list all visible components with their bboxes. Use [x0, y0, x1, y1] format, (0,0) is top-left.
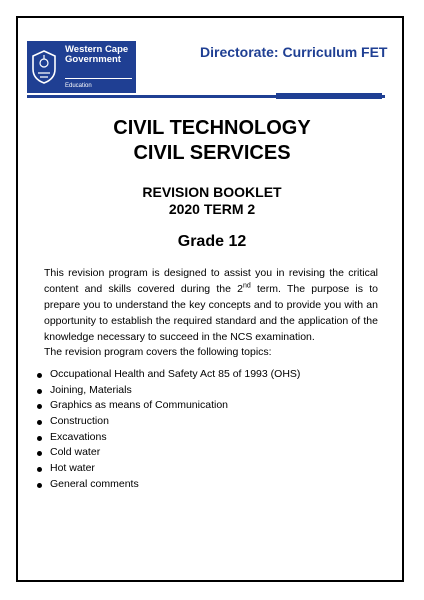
topic-label: Hot water: [50, 462, 95, 475]
list-item: [34, 383, 374, 399]
logo-sub-text: Education: [65, 83, 92, 89]
intro-text-after: term. The purpose is to prepare you to understand the key concepts and to provide you with an opportunity to establish the required standard and the application of the knowledge necessary to succeed in the NCS examination.: [44, 283, 378, 343]
topic-label: Construction: [50, 415, 109, 428]
list-item: [34, 445, 374, 461]
topic-label: Excavations: [50, 430, 107, 443]
subtitle-line-2: 2020 TERM 2: [168, 201, 256, 217]
list-item: [34, 398, 374, 414]
bullet-icon: [37, 404, 42, 409]
logo-line-2: Government: [65, 54, 121, 65]
list-item: [34, 414, 374, 430]
topics-list: [34, 367, 374, 493]
grade-heading: Grade 12: [177, 233, 247, 250]
list-item: [34, 477, 374, 493]
subtitle-line-1: REVISION BOOKLET: [142, 184, 282, 200]
topic-label: General comments: [50, 477, 139, 490]
intro-superscript: nd: [243, 282, 251, 290]
topic-label: Joining, Materials: [50, 383, 132, 396]
logo-line-1: Western Cape: [65, 44, 129, 55]
bullet-icon: [37, 389, 42, 394]
title-line-1: CIVIL TECHNOLOGY: [113, 117, 311, 139]
topic-label: Occupational Health and Safety Act 85 of 1993 (OHS): [50, 368, 301, 380]
logo-text: [61, 41, 136, 93]
intro-paragraph: [44, 265, 378, 345]
bullet-icon: [37, 483, 42, 488]
directorate-heading: Directorate: Curriculum FET: [200, 44, 388, 60]
list-item: [34, 367, 374, 383]
logo-divider: [65, 78, 132, 79]
western-cape-government-logo: [27, 41, 136, 93]
bullet-icon: [37, 373, 42, 378]
bullet-icon: [37, 420, 42, 425]
list-item: [34, 461, 374, 477]
topic-label: Graphics as means of Communication: [50, 399, 228, 412]
header-rule-accent: [276, 93, 382, 99]
list-item: [34, 430, 374, 446]
bullet-icon: [37, 451, 42, 456]
topic-label: Cold water: [50, 446, 101, 459]
topics-intro: The revision program covers the following topics:: [44, 346, 272, 358]
title-line-2: CIVIL SERVICES: [133, 142, 291, 164]
coat-of-arms-icon: [27, 41, 61, 93]
bullet-icon: [37, 436, 42, 441]
bullet-icon: [37, 467, 42, 472]
intro-text-before: This revision program is designed to assist you in revising the critical content and skills covered during the 2: [44, 267, 378, 295]
